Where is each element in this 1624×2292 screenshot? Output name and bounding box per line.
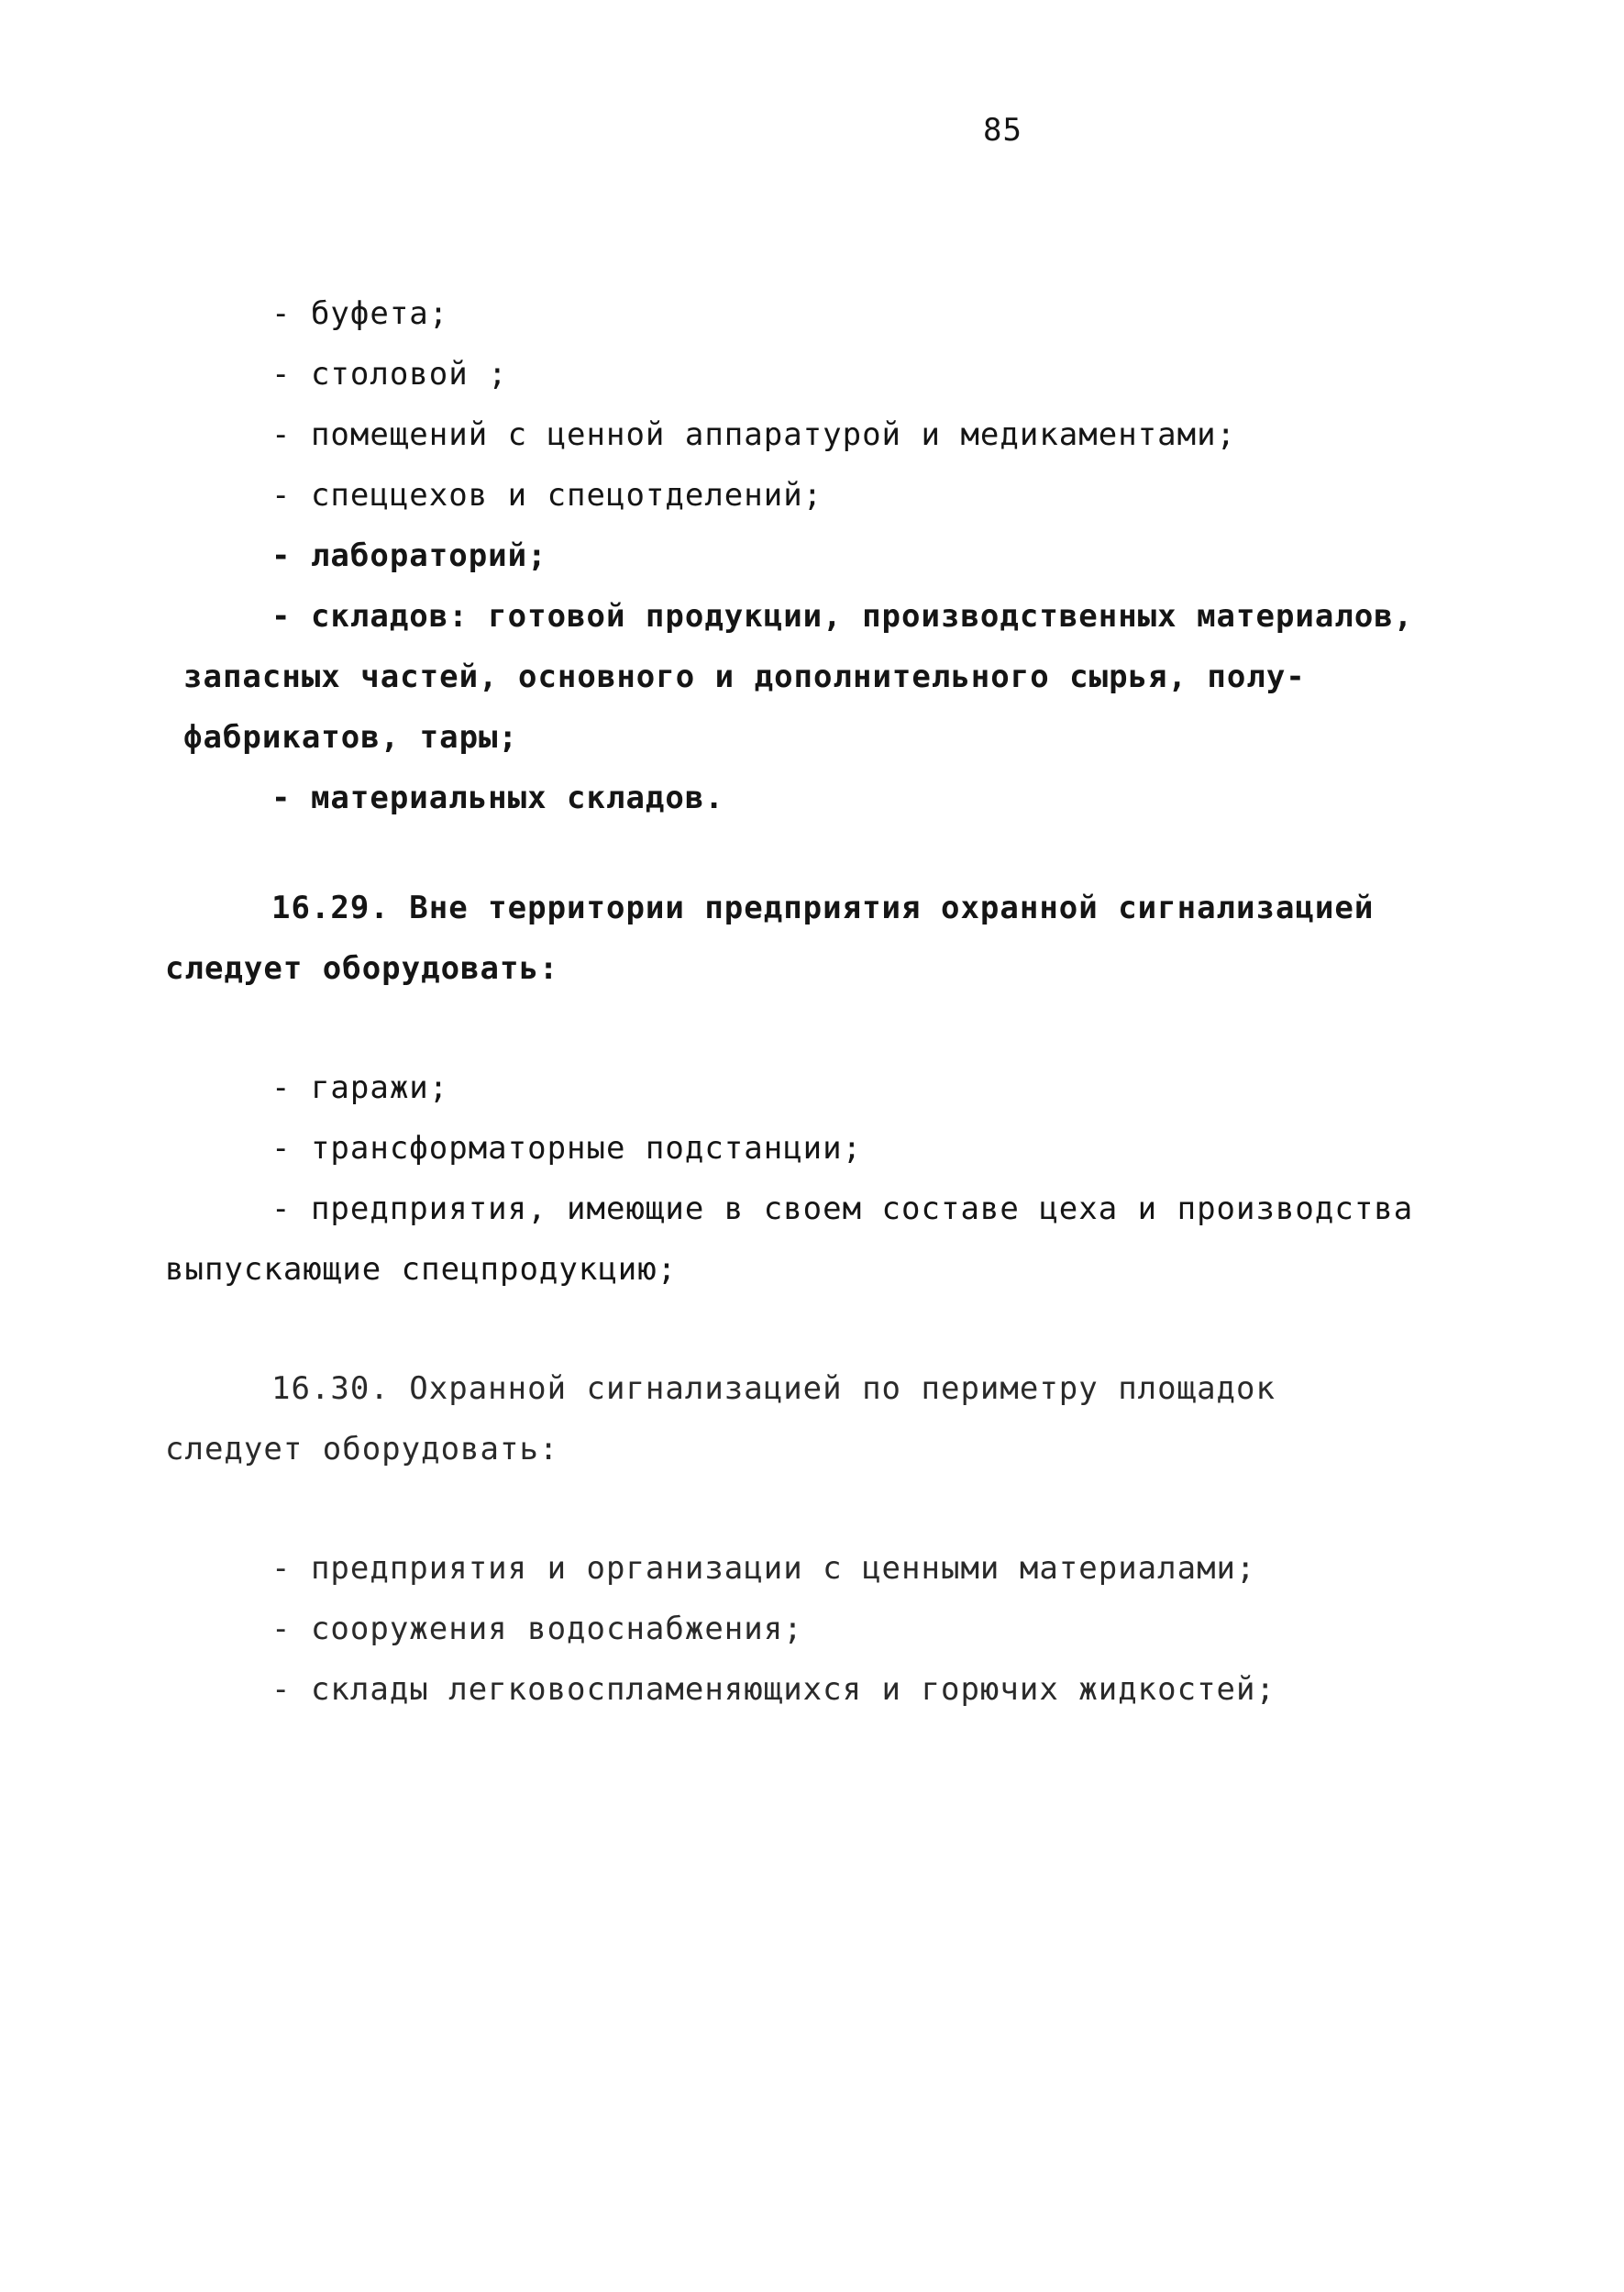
list-item-continuation: запасных частей, основного и дополнительного сырья, полу- (183, 659, 1306, 695)
list-item: - предприятия, имеющие в своем составе цеха и производства (271, 1190, 1414, 1227)
paragraph-line: 16.30. Охранной сигнализацией по периметру площадок (271, 1370, 1276, 1407)
list-item: - трансформаторные подстанции; (271, 1130, 863, 1167)
list-item: - гаражи; (271, 1069, 449, 1106)
paragraph-line: 16.29. Вне территории предприятия охранной сигнализацией (271, 890, 1375, 926)
paragraph-line: следует оборудовать: (165, 950, 559, 987)
list-item: - сооружения водоснабжения; (271, 1611, 803, 1647)
list-item: - спеццехов и спецотделений; (271, 477, 823, 514)
list-item: - предприятия и организации с ценными материалами; (271, 1550, 1256, 1587)
paragraph-line: следует оборудовать: (165, 1431, 559, 1467)
list-item: - буфета; (271, 295, 449, 332)
page-number: 85 (983, 112, 1022, 149)
list-item: - лабораторий; (271, 537, 547, 574)
list-item: - столовой ; (271, 356, 508, 393)
list-item-continuation: выпускающие спецпродукцию; (165, 1251, 678, 1288)
list-item: - помещений с ценной аппаратурой и медикаментами; (271, 416, 1237, 453)
list-item-continuation: фабрикатов, тары; (183, 719, 518, 756)
list-item: - склады легковоспламеняющихся и горючих жидкостей; (271, 1671, 1276, 1708)
list-item: - материальных складов. (271, 780, 724, 816)
list-item: - складов: готовой продукции, производственных материалов, (271, 598, 1414, 635)
